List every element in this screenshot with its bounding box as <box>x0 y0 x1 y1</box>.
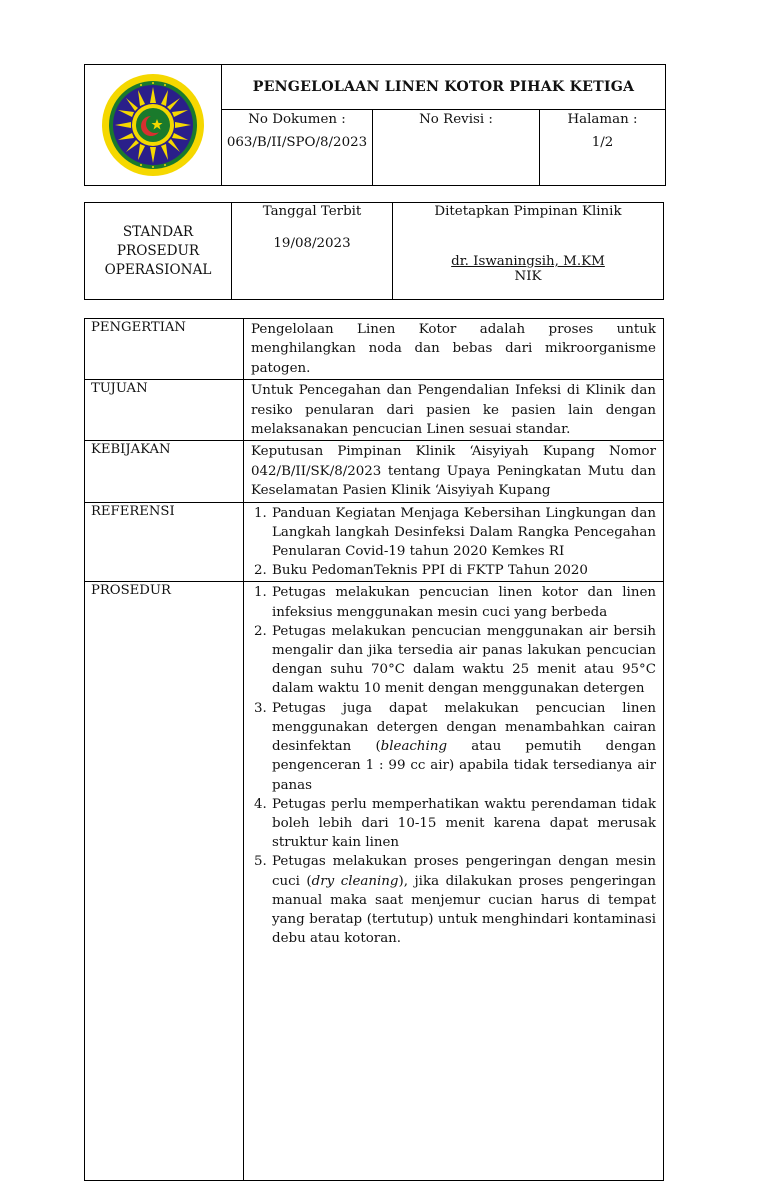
page-value: 1/2 <box>591 135 614 150</box>
issue-date-value: 19/08/2023 <box>273 236 351 251</box>
page-label: Halaman : <box>567 112 638 127</box>
row-prosedur <box>85 582 664 1181</box>
approval-label: Ditetapkan Pimpinan Klinik <box>434 204 622 219</box>
approver-id: NIK <box>514 269 542 284</box>
kebijakan-label: KEBIJAKAN <box>85 441 244 502</box>
pengertian-label: PENGERTIAN <box>85 319 244 380</box>
sop-title-cell <box>85 203 232 300</box>
prosedur-item: 1. Petugas melakukan pencucian linen kotor dan linen infeksius menggunakan mesin cuci yang berbeda <box>271 583 656 621</box>
approval-cell <box>393 203 664 300</box>
doc-number-value: 063/B/II/SPO/8/2023 <box>226 135 368 150</box>
revision-cell <box>373 110 540 186</box>
tujuan-text: Untuk Pencegahan dan Pengendalian Infeksi di Klinik dan resiko penularan dari pasien ke pasien lain dengan melaksanakan pencucian Linen sesuai standar. <box>244 380 664 441</box>
sop-line-1: STANDAR <box>122 223 194 240</box>
issue-date-label: Tanggal Terbit <box>262 204 362 219</box>
content-table <box>84 318 664 1181</box>
row-referensi <box>85 502 664 582</box>
referensi-item: 1. Panduan Kegiatan Menjaga Kebersihan Lingkungan dan Langkah langkah Desinfeksi Dalam Rangka Pencegahan Penularan Covid-19 tahun 2020 Kemkes RI <box>271 504 656 562</box>
prosedur-item-text: ), jika dilakukan proses pengeringan manual maka saat menjemur cucian harus di tempat yang beratap (tertutup) untuk menghindari kontaminasi debu atau kotoran. <box>272 873 656 947</box>
prosedur-item <box>271 852 656 948</box>
prosedur-item: 4. Petugas perlu memperhatikan waktu perendaman tidak boleh lebih dari 10-15 menit karena dapat merusak struktur kain linen <box>271 795 656 853</box>
logo-cell <box>85 65 222 186</box>
doc-number-label: No Dokumen : <box>248 112 346 127</box>
kebijakan-text: Keputusan Pimpinan Klinik ‘Aisyiyah Kupang Nomor 042/B/II/SK/8/2023 tentang Upaya Peningkatan Mutu dan Keselamatan Pasien Klinik ‘Aisyiyah Kupang <box>244 441 664 502</box>
approver-name: dr. Iswaningsih, M.KM <box>451 254 605 269</box>
row-tujuan <box>85 380 664 441</box>
aisyiyah-emblem-icon <box>101 73 205 177</box>
prosedur-list <box>251 583 656 948</box>
prosedur-label: PROSEDUR <box>85 582 244 1181</box>
prosedur-item-emphasis: dry cleaning <box>311 873 399 889</box>
document-title: PENGELOLAAN LINEN KOTOR PIHAK KETIGA <box>222 65 666 110</box>
issue-date-cell <box>232 203 393 300</box>
prosedur-item: 2. Petugas melakukan pencucian menggunakan air bersih mengalir dan jika tersedia air panas lakukan pencucian dengan suhu 70°C dalam waktu 25 menit atau 95°C dalam waktu 10 menit dengan menggunakan detergen <box>271 622 656 699</box>
sop-line-2: PROSEDUR <box>116 242 200 259</box>
row-kebijakan <box>85 441 664 502</box>
header-table <box>84 64 666 186</box>
doc-number-cell <box>222 110 373 186</box>
prosedur-item <box>271 699 656 795</box>
prosedur-item-text: Petugas juga dapat melakukan pencucian linen menggunakan detergen dengan menambahkan cairan desinfektan ( <box>272 700 656 755</box>
sop-info-table <box>84 202 664 300</box>
row-pengertian <box>85 319 664 380</box>
prosedur-cell <box>244 582 664 1181</box>
revision-label: No Revisi : <box>419 112 493 127</box>
prosedur-item-text: Petugas melakukan proses pengeringan dengan mesin cuci ( <box>272 854 656 889</box>
referensi-item: 2. Buku PedomanTeknis PPI di FKTP Tahun 2020 <box>271 561 656 580</box>
page-cell <box>540 110 666 186</box>
referensi-list <box>251 504 656 581</box>
sop-line-3: OPERASIONAL <box>104 261 212 278</box>
referensi-label: REFERENSI <box>85 502 244 582</box>
prosedur-item-text: atau pemutih dengan pengenceran 1 : 99 cc air) apabila tidak tersedianya air panas <box>272 739 656 793</box>
pengertian-text: Pengelolaan Linen Kotor adalah proses untuk menghilangkan noda dan bebas dari mikroorganisme patogen. <box>244 319 664 380</box>
tujuan-label: TUJUAN <box>85 380 244 441</box>
referensi-cell <box>244 502 664 582</box>
prosedur-item-emphasis: bleaching <box>380 739 448 755</box>
